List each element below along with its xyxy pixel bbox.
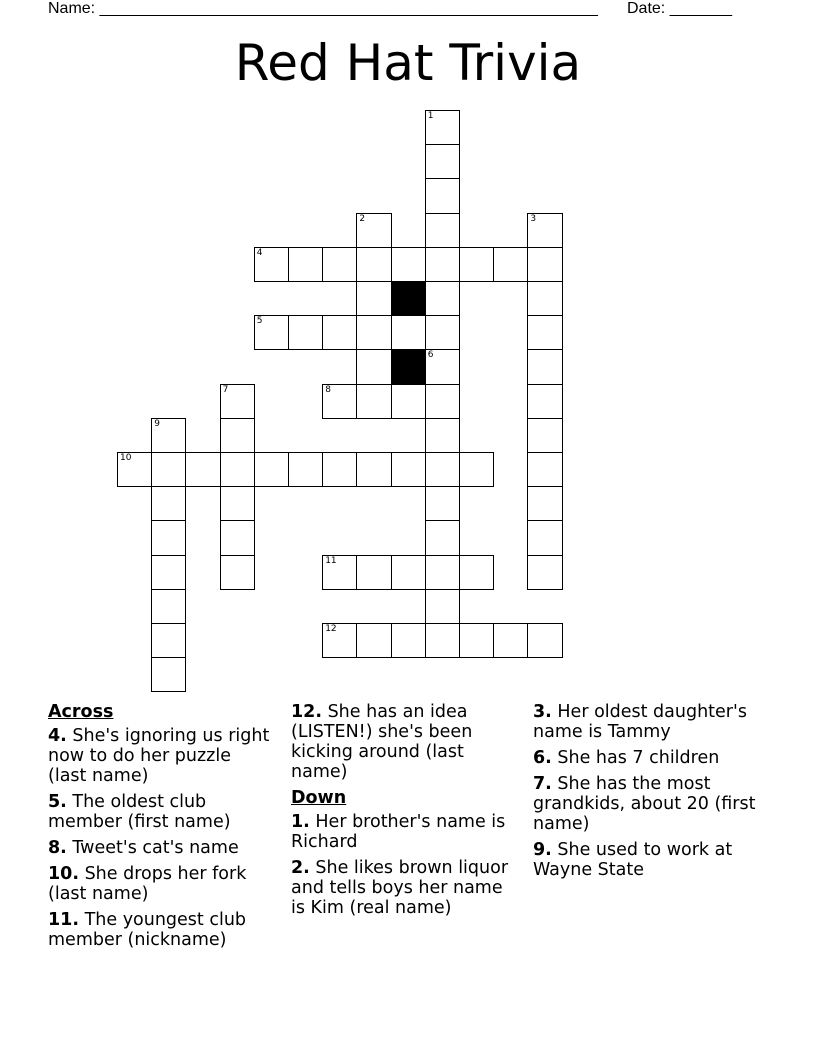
- clue-item: 5. The oldest club member (first name): [48, 792, 231, 832]
- grid-cell[interactable]: [220, 486, 255, 521]
- grid-cell[interactable]: [288, 315, 323, 350]
- grid-cell[interactable]: [356, 315, 391, 350]
- grid-cell[interactable]: [459, 623, 494, 658]
- clue-item: 11. The youngest club member (nickname): [48, 910, 247, 950]
- grid-cell[interactable]: [356, 384, 391, 419]
- grid-cell[interactable]: [151, 418, 186, 453]
- grid-cell[interactable]: [527, 281, 562, 316]
- grid-cell[interactable]: [425, 110, 460, 145]
- clue-item: 10. She drops her fork (last name): [48, 864, 247, 904]
- grid-cell[interactable]: [527, 520, 562, 555]
- clue-num: 2.: [291, 858, 310, 878]
- grid-cell[interactable]: [391, 555, 426, 590]
- grid-cell[interactable]: [356, 555, 391, 590]
- grid-cell[interactable]: [425, 486, 460, 521]
- grid-block: [391, 281, 426, 316]
- clue-column-1: [48, 702, 273, 956]
- grid-cell[interactable]: [527, 247, 562, 282]
- clue-column-3: [533, 702, 763, 886]
- grid-cell[interactable]: [391, 384, 426, 419]
- clue-num: 11.: [48, 910, 80, 930]
- grid-cell[interactable]: [356, 247, 391, 282]
- grid-cell[interactable]: [356, 281, 391, 316]
- clue-number: 8: [325, 384, 331, 395]
- grid-cell[interactable]: [254, 315, 289, 350]
- grid-cell[interactable]: [527, 418, 562, 453]
- grid-cell[interactable]: [254, 247, 289, 282]
- grid-cell[interactable]: [459, 555, 494, 590]
- date-label: Date:: [627, 0, 666, 17]
- clue-num: 4.: [48, 726, 67, 746]
- clue-item: 4. She's ignoring us right now to do her puzzle (last name): [48, 726, 270, 786]
- grid-cell[interactable]: [391, 623, 426, 658]
- grid-cell[interactable]: [425, 589, 460, 624]
- name-label: Name:: [48, 0, 96, 17]
- clue-num: 3.: [533, 702, 552, 722]
- grid-cell[interactable]: [527, 623, 562, 658]
- clue-num: 8.: [48, 838, 67, 858]
- grid-cell[interactable]: [527, 315, 562, 350]
- grid-cell[interactable]: [425, 418, 460, 453]
- grid-cell[interactable]: [425, 213, 460, 248]
- grid-cell[interactable]: [391, 452, 426, 487]
- across-heading: Across: [48, 702, 114, 722]
- grid-cell[interactable]: [322, 452, 357, 487]
- grid-cell[interactable]: [425, 144, 460, 179]
- grid-cell[interactable]: [356, 623, 391, 658]
- grid-cell[interactable]: [493, 247, 528, 282]
- clue-num: 5.: [48, 792, 67, 812]
- grid-cell[interactable]: [288, 247, 323, 282]
- clue-item: 2. She likes brown liquor and tells boys her name is Kim (real name): [291, 858, 509, 918]
- grid-cell[interactable]: [356, 213, 391, 248]
- clue-number: 7: [222, 384, 229, 395]
- grid-cell[interactable]: [527, 555, 562, 590]
- clue-number: 11: [325, 555, 337, 566]
- grid-cell[interactable]: [425, 384, 460, 419]
- name-line: ________________________________________________________: [99, 0, 598, 17]
- grid-cell[interactable]: [356, 452, 391, 487]
- grid-cell[interactable]: [220, 555, 255, 590]
- grid-cell[interactable]: [493, 623, 528, 658]
- clue-item: 7. She has the most grandkids, about 20 (first name): [533, 774, 756, 834]
- clue-num: 10.: [48, 864, 80, 884]
- grid-cell[interactable]: [151, 623, 186, 658]
- clue-item: 9. She used to work at Wayne State: [533, 840, 733, 880]
- grid-cell[interactable]: [254, 452, 289, 487]
- grid-cell[interactable]: [391, 247, 426, 282]
- clue-number: 2: [359, 213, 366, 224]
- grid-cell[interactable]: [151, 589, 186, 624]
- grid-block: [391, 349, 426, 384]
- grid-cell[interactable]: [117, 452, 152, 487]
- grid-cell[interactable]: [391, 315, 426, 350]
- clue-number: 4: [256, 247, 263, 258]
- puzzle-title: Red Hat Trivia: [234, 34, 582, 92]
- date-line: _______: [669, 0, 732, 17]
- clue-num: 9.: [533, 840, 552, 860]
- grid-cell[interactable]: [425, 349, 460, 384]
- clue-num: 1.: [291, 812, 310, 832]
- grid-cell[interactable]: [459, 247, 494, 282]
- grid-cell[interactable]: [220, 384, 255, 419]
- clue-column-2: [291, 702, 521, 924]
- grid-cell[interactable]: [322, 384, 357, 419]
- clue-item: 8. Tweet's cat's name: [48, 838, 239, 858]
- grid-cell[interactable]: [425, 247, 460, 282]
- grid-cell[interactable]: [425, 281, 460, 316]
- grid-cell[interactable]: [151, 555, 186, 590]
- clue-number: 9: [154, 418, 160, 429]
- grid-cell[interactable]: [459, 452, 494, 487]
- grid-cell[interactable]: [425, 555, 460, 590]
- grid-cell[interactable]: [425, 178, 460, 213]
- clue-number: 5: [256, 316, 263, 327]
- grid-cell[interactable]: [151, 520, 186, 555]
- grid-cell[interactable]: [356, 349, 391, 384]
- clue-number: 6: [427, 350, 434, 361]
- grid-cell[interactable]: [185, 452, 220, 487]
- clue-item: 3. Her oldest daughter's name is Tammy: [533, 702, 747, 742]
- grid-cell[interactable]: [527, 349, 562, 384]
- grid-cell[interactable]: [322, 315, 357, 350]
- clue-number: 1: [427, 111, 434, 121]
- grid-cell[interactable]: [527, 486, 562, 521]
- grid-cell[interactable]: [425, 623, 460, 658]
- clue-item: 6. She has 7 children: [533, 748, 720, 768]
- grid-cell[interactable]: [151, 657, 186, 692]
- grid-cell[interactable]: [151, 486, 186, 521]
- grid-cell[interactable]: [151, 452, 186, 487]
- grid-cell[interactable]: [220, 520, 255, 555]
- clue-item: 12. She has an idea (LISTEN!) she's been kicking around (last name): [291, 702, 473, 782]
- grid-cell[interactable]: [322, 247, 357, 282]
- grid-cell[interactable]: [220, 418, 255, 453]
- clue-num: 12.: [291, 702, 323, 722]
- clue-num: 6.: [533, 748, 552, 768]
- grid-cell[interactable]: [425, 520, 460, 555]
- grid-cell[interactable]: [322, 555, 357, 590]
- grid-cell[interactable]: [527, 452, 562, 487]
- grid-cell[interactable]: [527, 213, 562, 248]
- clue-number: 10: [120, 453, 132, 463]
- grid-cell[interactable]: [322, 623, 357, 658]
- grid-cell[interactable]: [527, 384, 562, 419]
- clue-number: 3: [530, 213, 537, 224]
- grid-cell[interactable]: [425, 315, 460, 350]
- down-heading: Down: [291, 788, 347, 808]
- grid-cell[interactable]: [220, 452, 255, 487]
- grid-cell[interactable]: [288, 452, 323, 487]
- clue-num: 7.: [533, 774, 552, 794]
- grid-cell[interactable]: [425, 452, 460, 487]
- clue-item: 1. Her brother's name is Richard: [291, 812, 506, 852]
- clue-number: 12: [325, 624, 337, 634]
